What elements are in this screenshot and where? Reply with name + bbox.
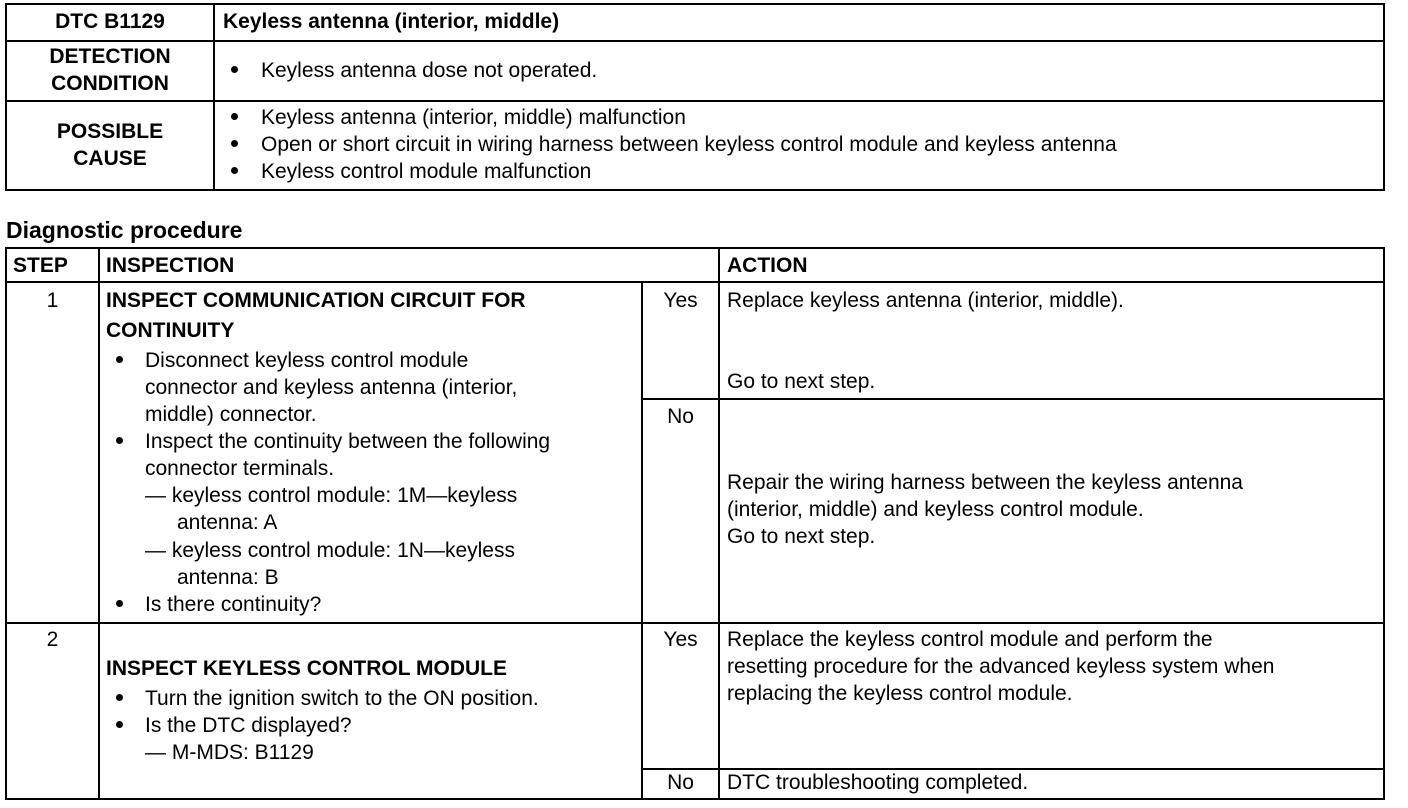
detection-condition-label-line1: DETECTION	[49, 45, 171, 68]
yes-action: Replace the keyless control module and perform the	[727, 628, 1213, 651]
yes-action: Replace keyless antenna (interior, middle).	[727, 289, 1124, 312]
step-title: INSPECT KEYLESS CONTROL MODULE	[106, 657, 507, 680]
inspection-text: Is there continuity?	[145, 593, 322, 616]
inspection-subitem: antenna: A	[177, 511, 278, 534]
step-number: 2	[46, 628, 59, 651]
yes-action: replacing the keyless control module.	[727, 682, 1073, 705]
dtc-title: Keyless antenna (interior, middle)	[223, 10, 560, 33]
cause-bullet	[231, 158, 238, 185]
inspection-subitem: — keyless control module: 1M—keyless	[145, 484, 518, 507]
inspection-bullet	[116, 712, 123, 739]
yes-action: resetting procedure for the advanced keyless system when	[727, 655, 1275, 678]
no-action: Go to next step.	[727, 525, 876, 548]
step-number: 1	[46, 289, 59, 312]
cause-bullet	[231, 104, 238, 131]
yes-label: Yes	[663, 289, 698, 312]
cause-item: Keyless antenna (interior, middle) malfunction	[261, 106, 686, 129]
header-inspection: INSPECTION	[106, 254, 235, 277]
inspection-text: connector and keyless antenna (interior,	[145, 376, 518, 399]
possible-cause-label-line2: CAUSE	[73, 147, 147, 170]
inspection-bullet	[116, 428, 123, 455]
cause-item: Keyless control module malfunction	[261, 160, 592, 183]
section-heading: Diagnostic procedure	[6, 217, 243, 243]
header-action: ACTION	[727, 254, 808, 277]
inspection-text: Disconnect keyless control module	[145, 349, 469, 372]
inspection-bullet	[116, 685, 123, 712]
detection-item: Keyless antenna dose not operated.	[261, 59, 598, 82]
yes-action: Go to next step.	[727, 370, 876, 393]
inspection-text: middle) connector.	[145, 403, 317, 426]
inspection-subitem: — M-MDS: B1129	[145, 741, 314, 764]
yes-label: Yes	[663, 628, 698, 651]
no-action: (interior, middle) and keyless control module.	[727, 498, 1144, 521]
inspection-text: Turn the ignition switch to the ON position.	[145, 687, 539, 710]
cause-bullet	[231, 131, 238, 158]
inspection-bullet	[116, 347, 123, 374]
inspection-subitem: antenna: B	[177, 566, 279, 589]
dtc-code-label: DTC B1129	[55, 10, 165, 33]
no-label: No	[667, 405, 694, 428]
inspection-text: Inspect the continuity between the following	[145, 430, 551, 453]
inspection-subitem: — keyless control module: 1N—keyless	[145, 539, 515, 562]
cause-item: Open or short circuit in wiring harness between keyless control module and keyless antenna	[261, 133, 1117, 156]
inspection-text: connector terminals.	[145, 457, 335, 480]
inspection-bullet	[116, 591, 123, 618]
no-action: DTC troubleshooting completed.	[727, 771, 1029, 794]
header-step: STEP	[13, 254, 68, 277]
possible-cause-label-line1: POSSIBLE	[56, 120, 164, 143]
detection-bullet	[231, 57, 238, 84]
step-title: INSPECT COMMUNICATION CIRCUIT FOR	[106, 289, 526, 312]
step-title: CONTINUITY	[106, 319, 235, 342]
no-action: Repair the wiring harness between the keyless antenna	[727, 471, 1243, 494]
inspection-text: Is the DTC displayed?	[145, 714, 352, 737]
detection-condition-label-line2: CONDITION	[51, 72, 169, 95]
no-label: No	[667, 771, 694, 794]
